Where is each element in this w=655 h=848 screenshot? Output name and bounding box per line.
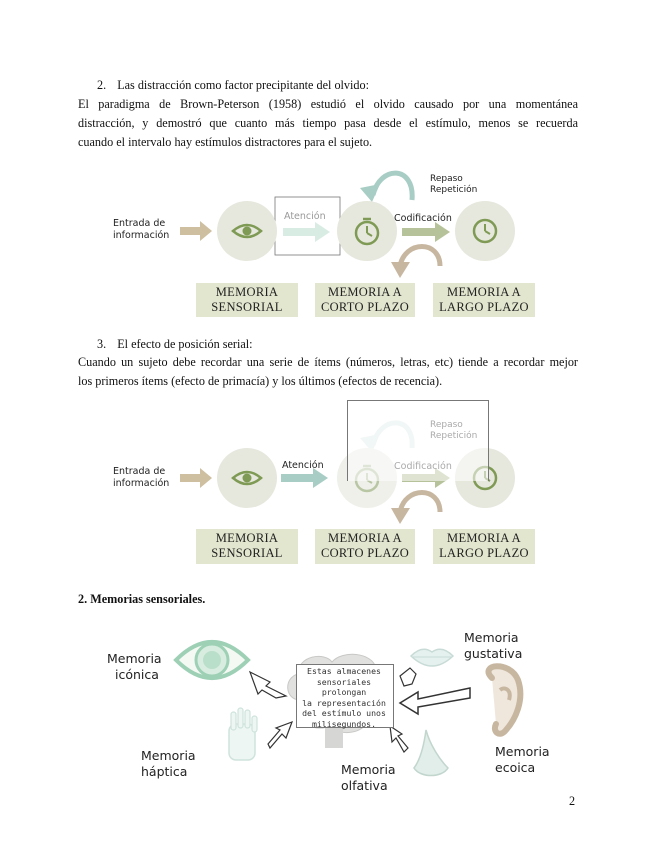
lips-icon [411,649,453,666]
sensory-section-heading: 2. Memorias sensoriales. [78,592,206,606]
attention-label: Atención [282,460,324,471]
input-label: Entrada de información [113,466,170,489]
arrow-from-ear [400,688,470,714]
box-long-term-memory: MEMORIA A LARGO PLAZO [433,283,535,317]
section2-heading: Las distracción como factor precipitante del olvido: [117,78,369,92]
box-short-term-memory: MEMORIA A CORTO PLAZO [315,283,415,317]
label-echoic-memory: Memoria ecoica [495,744,550,775]
label-haptic-memory: Memoria háptica [141,748,196,779]
arrow-from-touch [268,722,292,748]
coding-label: Codificación [394,461,452,472]
box-short-term-memory: MEMORIA A CORTO PLAZO [315,529,415,564]
arrow-from-taste [400,668,416,686]
rehearsal-label: Repaso Repetición [430,174,478,195]
section3-heading: El efecto de posición serial: [117,337,253,351]
label-olfactory-memory: Memoria olfativa [341,762,396,793]
hand-icon [229,708,257,760]
box-sensory-memory: MEMORIA SENSORIAL [196,529,298,564]
page-number: 2 [569,794,576,808]
section3-para-line2: los primeros ítems (efecto de primacía) y los últimos (efectos de recencia). [78,374,443,388]
label-iconic-memory: Memoria icónica [107,651,162,682]
nose-icon [414,730,448,776]
section2-para-line1: El paradigma de Brown-Peterson (1958) estudió el olvido causado por una momentánea [78,97,578,111]
section3-number: 3. [97,337,107,351]
attention-label: Atención [284,211,326,222]
coding-label: Codificación [394,213,452,224]
large-eye-icon [176,642,248,678]
arrow-from-smell [390,726,408,752]
cloud-text: Estas almacenes sensoriales prolongan la representación del estímulo unos milisegundos. [302,666,386,729]
section2-number: 2. [97,78,107,92]
rehearsal-label: Repaso Repetición [430,420,478,441]
section3-para-line1: Cuando un sujeto debe recordar una serie de ítems (números, letras, etc) tiende a recordar mejor [78,355,578,369]
section2-para-line3: cuando el intervalo hay estímulos distractores para el sujeto. [78,135,373,149]
box-long-term-memory: MEMORIA A LARGO PLAZO [433,529,535,564]
arrow-from-eye [250,672,286,698]
section2-para-line2: distracción, y demostró que cuanto más tiempo pasa desde el estímulo, menos se recuerda [78,116,578,130]
ear-icon [489,666,521,734]
label-gustatory-memory: Memoria gustativa [464,630,523,661]
input-label: Entrada de información [113,218,170,241]
box-sensory-memory: MEMORIA SENSORIAL [196,283,298,317]
